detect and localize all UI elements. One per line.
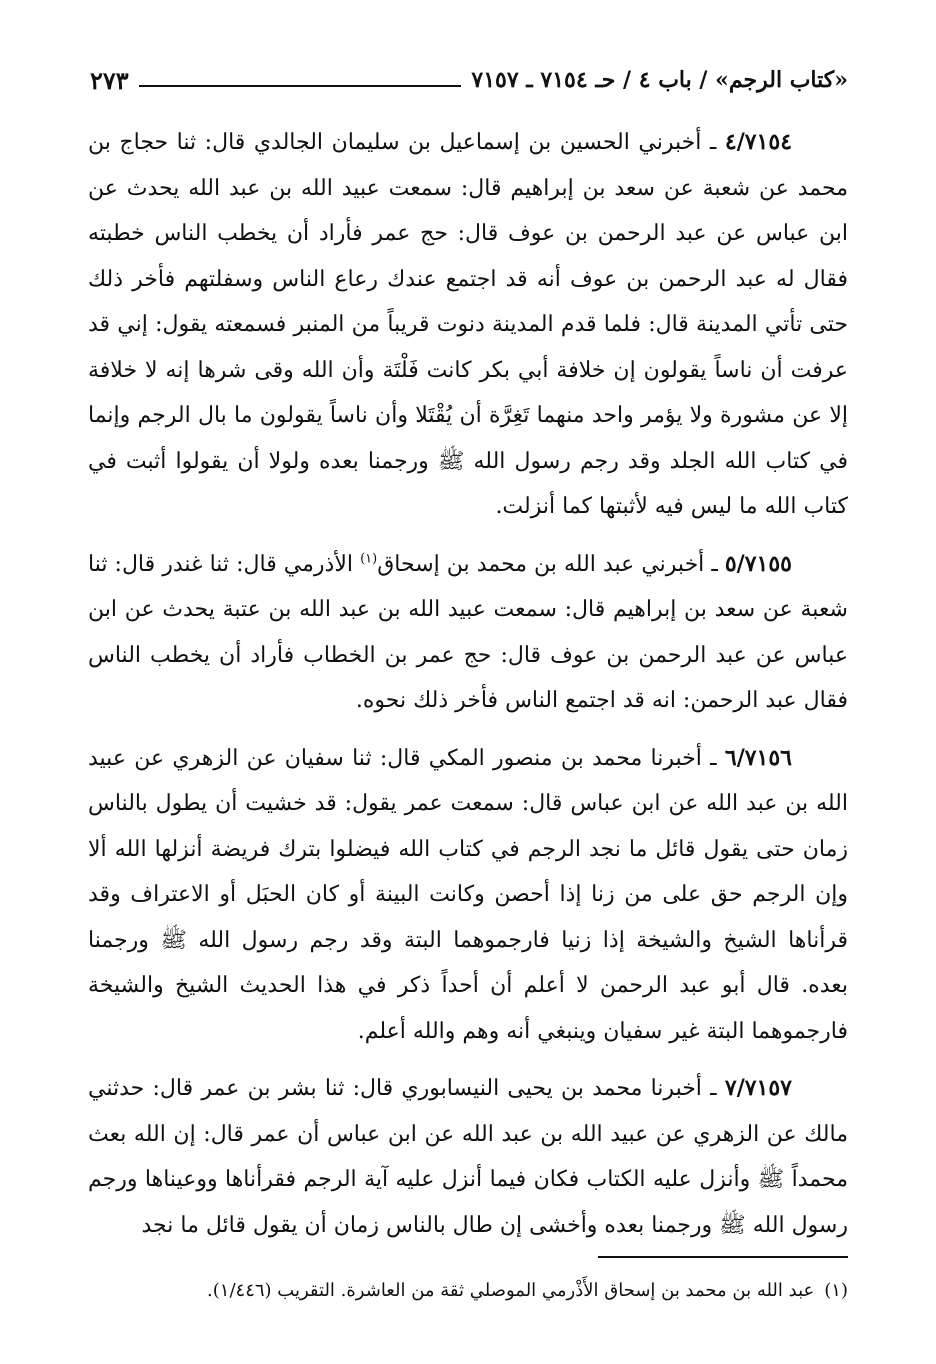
hadith-text: أخبرنا محمد بن يحيى النيسابوري قال: ثنا بشر بن عمر قال: حدثني مالك عن الزهري عن عبيد الله بن عبد الله عن ابن عباس أن عمر قال: إن الله بعث محمداً ﷺ وأنزل عليه الكتاب فكان فيما أنزل عليه آية الرجم فقرأناها ووعيناها ورجم رسول الله ﷺ ورجمنا بعده وأخشى إن طال بالناس زمان أن يقول قائل ما نجد (88, 1076, 848, 1238)
hadith-paragraph (88, 542, 848, 724)
footnote-separator (598, 1256, 848, 1258)
hadith-paragraph (88, 1066, 848, 1248)
hadith-number: ٤/٧١٥٤ (724, 129, 793, 155)
header-rule (139, 85, 462, 87)
hadith-dash: ـ (701, 130, 725, 155)
hadith-text: أخبرني عبد الله بن محمد بن إسحاق (377, 551, 705, 577)
page-number: ٢٧٣ (90, 65, 129, 95)
footnotes (88, 1276, 848, 1306)
footnote (88, 1276, 848, 1306)
hadith-paragraph (88, 120, 848, 530)
hadith-number: ٥/٧١٥٥ (724, 550, 792, 577)
hadith-dash: ـ (704, 551, 725, 577)
hadith-dash: ـ (701, 745, 725, 771)
footnote-marker: (١) (824, 1280, 848, 1301)
header-title: «كتاب الرجم» / باب ٤ / حـ ٧١٥٤ ـ ٧١٥٧ (471, 67, 848, 93)
hadith-text: أخبرنا محمد بن منصور المكي قال: ثنا سفيان عن الزهري عن عبيد الله بن عبد الله عن ابن عباس قال: سمعت عمر يقول: قد خشيت أن يطول بالناس زمان حتى يقول قائل ما نجد الرجم في كتاب الله فيضلوا بترك فريضة أنزلها الله ألا وإن الرجم حق على من زنا إذا أحصن وكانت البينة أو كان الحبَل أو الاعتراف وقد قرأناها الشيخ والشيخة إذا زنيا فارجموهما البتة وقد رجم رسول الله ﷺ ورجمنا بعده. قال أبو عبد الرحمن لا أعلم أن أحداً ذكر في هذا الحديث الشيخ والشيخة فارجموهما البتة غير سفيان وينبغي أنه وهم والله أعلم. (88, 745, 848, 1044)
hadith-number: ٧/٧١٥٧ (724, 1075, 792, 1101)
footnote-text: عبد الله بن محمد بن إسحاق الأَذْرمي الموصلي ثقة من العاشرة. التقريب (١/٤٤٦). (207, 1280, 815, 1301)
body-text (88, 120, 848, 1260)
hadith-paragraph (88, 736, 848, 1055)
footnote-reference[interactable]: (١) (360, 551, 378, 567)
running-header (90, 62, 848, 98)
hadith-number: ٦/٧١٥٦ (724, 744, 792, 771)
hadith-dash: ـ (701, 1076, 725, 1101)
hadith-text: الأذرمي قال: ثنا غندر قال: ثنا شعبة عن سعد بن إبراهيم قال: سمعت عبيد الله بن عبد الله بن عتبة يحدث عن ابن عباس عن عبد الرحمن بن عوف قال: حج عمر بن الخطاب فأراد أن يخطب الناس فقال عبد الرحمن: انه قد اجتمع الناس فأخر ذلك نحوه. (88, 551, 848, 713)
hadith-text: أخبرني الحسين بن إسماعيل بن سليمان الجالدي قال: ثنا حجاج بن محمد عن شعبة عن سعد بن إبراهيم قال: سمعت عبيد الله بن عبد الله يحدث عن ابن عباس عن عبد الرحمن بن عوف قال: حج عمر فأراد أن يخطب الناس خطبته فقال له عبد الرحمن بن عوف أنه قد اجتمع عندك رعاع الناس وسفلتهم فأخر ذلك حتى تأتي المدينة قال: فلما قدم المدينة دنوت قريباً من المنبر فسمعته يقول: إني قد عرفت أن ناساً يقولون إن خلافة أبي بكر كانت فَلْتَة وأن الله وقى شرها إنه لا خلافة إلا عن مشورة ولا يؤمر واحد منهما تَغِرَّة أن يُقْتَلا وأن ناساً يقولون ما بال الرجم وإنما في كتاب الله الجلد وقد رجم رسول الله ﷺ ورجمنا بعده ولولا أن يقولوا أثبت في كتاب الله ما ليس فيه لأثبتها كما أنزلت. (88, 130, 848, 519)
